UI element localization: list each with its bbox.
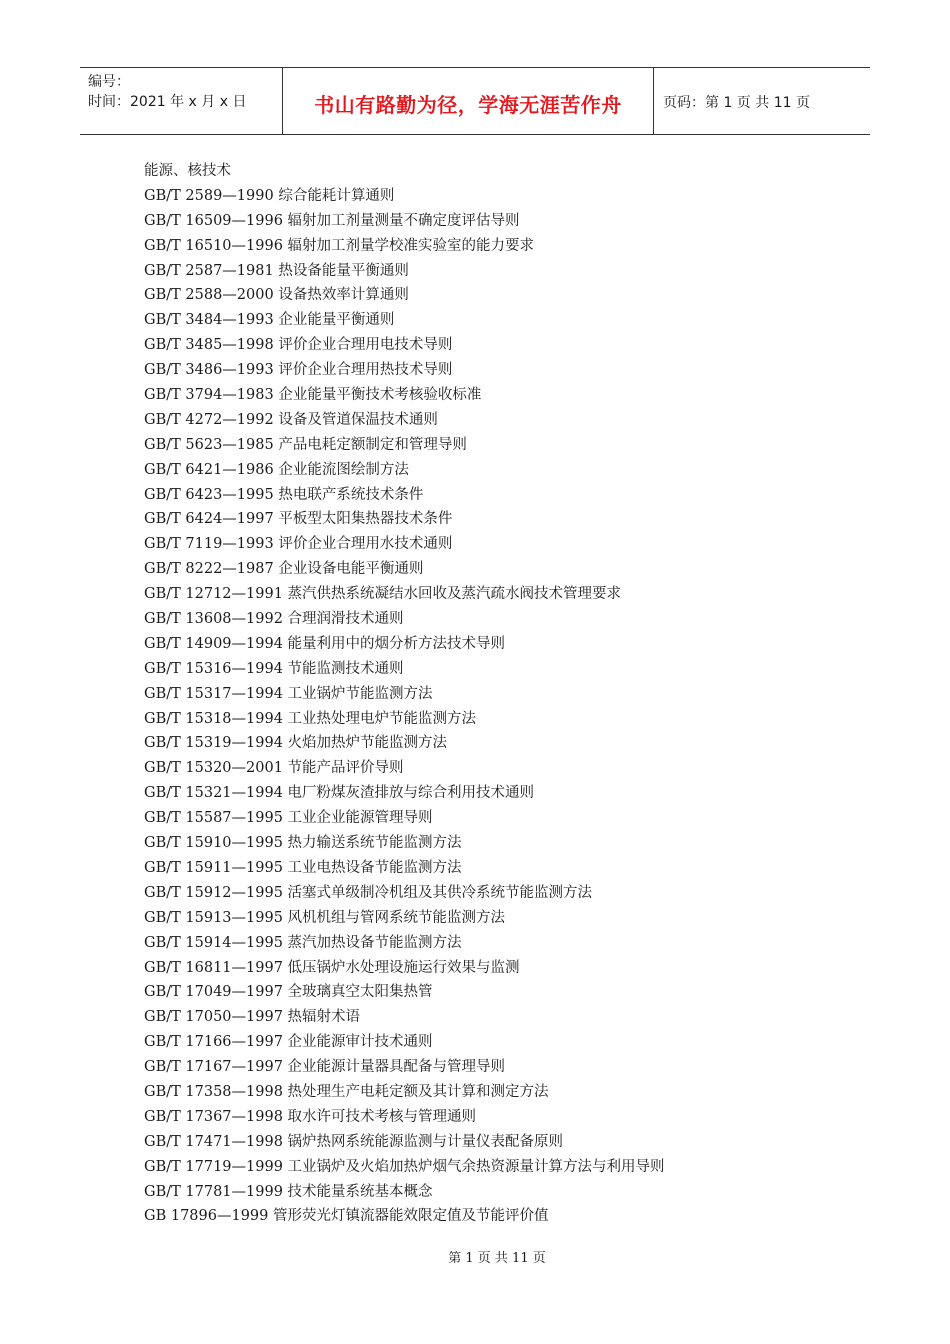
standard-line: GB/T 6424—1997 平板型太阳集热器技术条件 <box>144 511 453 528</box>
section-title: 能源、核技术 <box>144 163 231 179</box>
standard-line: GB/T 15321—1994 电厂粉煤灰渣排放与综合利用技术通则 <box>144 785 535 802</box>
standard-line: GB/T 15910—1995 热力输送系统节能监测方法 <box>144 835 462 852</box>
standard-line: GB/T 13608—1992 合理润滑技术通则 <box>144 611 404 628</box>
standard-line: GB/T 17050—1997 热辐射术语 <box>144 1009 361 1026</box>
standard-line: GB/T 15911—1995 工业电热设备节能监测方法 <box>144 859 462 876</box>
standard-line: GB 17896—1999 管形荧光灯镇流器能效限定值及节能评价值 <box>144 1208 549 1225</box>
standard-line: GB/T 3485—1998 评价企业合理用电技术导则 <box>144 337 453 354</box>
standard-line: GB/T 7119—1993 评价企业合理用水技术通则 <box>144 536 453 553</box>
standard-line: GB/T 4272—1992 设备及管道保温技术通则 <box>144 411 438 428</box>
standard-line: GB/T 15912—1995 活塞式单级制冷机组及其供冷系统节能监测方法 <box>144 884 593 901</box>
standard-line: GB/T 16510—1996 辐射加工剂量学校准实验室的能力要求 <box>144 237 535 254</box>
standard-line: GB/T 15319—1994 火焰加热炉节能监测方法 <box>144 735 448 752</box>
page-header <box>80 67 870 135</box>
standard-line: GB/T 17471—1998 锅炉热网系统能源监测与计量仪表配备原则 <box>144 1133 564 1150</box>
standard-line: GB/T 17358—1998 热处理生产电耗定额及其计算和测定方法 <box>144 1083 549 1100</box>
standard-line: GB/T 3486—1993 评价企业合理用热技术导则 <box>144 362 453 379</box>
standard-line: GB/T 3484—1993 企业能量平衡通则 <box>144 312 395 329</box>
standard-line: GB/T 15316—1994 节能监测技术通则 <box>144 660 404 677</box>
standard-line: GB/T 15913—1995 风机机组与管网系统节能监测方法 <box>144 909 506 926</box>
page-footer: 第 1 页 共 11 页 <box>448 1251 546 1266</box>
standard-line: GB/T 17167—1997 企业能源计量器具配备与管理导则 <box>144 1059 506 1076</box>
standards-lines <box>144 184 844 1229</box>
standard-line: GB/T 17781—1999 技术能量系统基本概念 <box>144 1183 433 1200</box>
standard-line: GB/T 17367—1998 取水许可技术考核与管理通则 <box>144 1108 477 1125</box>
document-number-label: 编号： <box>88 74 130 90</box>
standard-line: GB/T 6423—1995 热电联产系统技术条件 <box>144 486 424 503</box>
standard-line: GB/T 2588—2000 设备热效率计算通则 <box>144 287 409 304</box>
standard-line: GB/T 12712—1991 蒸汽供热系统凝结水回收及蒸汽疏水阀技术管理要求 <box>144 586 622 603</box>
standard-line: GB/T 15317—1994 工业锅炉节能监测方法 <box>144 685 433 702</box>
standard-line: GB/T 2589—1990 综合能耗计算通则 <box>144 187 395 204</box>
standards-list <box>144 159 844 1229</box>
standard-line: GB/T 15318—1994 工业热处理电炉节能监测方法 <box>144 710 477 727</box>
standard-line: GB/T 2587—1981 热设备能量平衡通则 <box>144 262 409 279</box>
standard-line: GB/T 17049—1997 全玻璃真空太阳集热管 <box>144 984 433 1001</box>
standard-line: GB/T 17166—1997 企业能源审计技术通则 <box>144 1034 433 1051</box>
standard-line: GB/T 17719—1999 工业锅炉及火焰加热炉烟气余热资源量计算方法与利用导则 <box>144 1158 665 1175</box>
header-page-info: 页码：第 1 页 共 11 页 <box>663 95 810 111</box>
standard-line: GB/T 5623—1985 产品电耗定额制定和管理导则 <box>144 436 467 453</box>
standard-line: GB/T 16509—1996 辐射加工剂量测量不确定度评估导则 <box>144 212 520 229</box>
standard-line: GB/T 14909—1994 能量利用中的烟分析方法技术导则 <box>144 635 506 652</box>
standard-line: GB/T 15587—1995 工业企业能源管理导则 <box>144 810 433 827</box>
standard-line: GB/T 15320—2001 节能产品评价导则 <box>144 760 404 777</box>
standard-line: GB/T 8222—1987 企业设备电能平衡通则 <box>144 561 424 578</box>
standard-line: GB/T 3794—1983 企业能量平衡技术考核验收标准 <box>144 387 482 404</box>
header-motto: 书山有路勤为径，学海无涯苦作舟 <box>283 68 654 134</box>
standard-line: GB/T 6421—1986 企业能流图绘制方法 <box>144 461 409 478</box>
document-time-label: 时间：2021 年 x 月 x 日 <box>88 94 247 110</box>
header-meta-cell <box>80 68 283 134</box>
standard-line: GB/T 16811—1997 低压锅炉水处理设施运行效果与监测 <box>144 959 520 976</box>
standard-line: GB/T 15914—1995 蒸汽加热设备节能监测方法 <box>144 934 462 951</box>
